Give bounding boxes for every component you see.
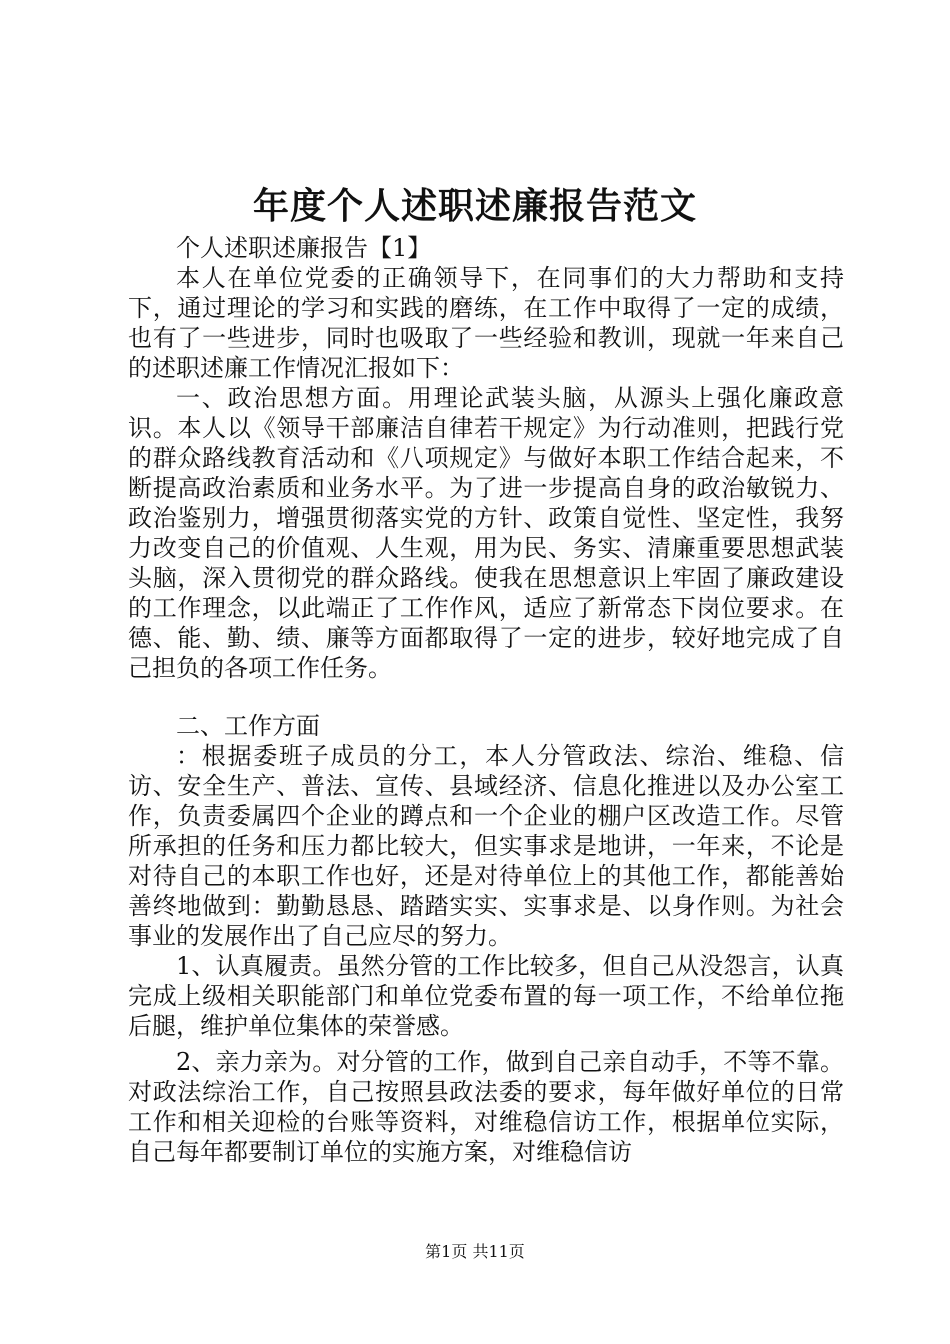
hands-on-paragraph: 2、亲力亲为。对分管的工作，做到自己亲自动手，不等不靠。对政法综治工作，自己按照县政法委的要求，每年做好单位的日常工作和相关迎检的台账等资料，对维稳信访工作，根据单位实际，自己每年都要制订单位的实施方案，对维稳信访 xyxy=(128,1048,844,1166)
paragraph-spacer xyxy=(128,683,844,711)
intro-paragraph: 本人在单位党委的正确领导下，在同事们的大力帮助和支持下，通过理论的学习和实践的磨练，在工作中取得了一定的成绩，也有了一些进步，同时也吸取了一些经验和教训，现就一年来自己的述职述廉工作情况汇报如下： xyxy=(128,264,844,382)
work-section-heading: 二、工作方面 xyxy=(176,712,320,740)
section-heading: 个人述职述廉报告【1】 xyxy=(176,234,432,262)
responsibility-paragraph: 1、认真履责。虽然分管的工作比较多，但自己从没怨言，认真完成上级相关职能部门和单位党委布置的每一项工作，不给单位拖后腿，维护单位集体的荣誉感。 xyxy=(128,952,844,1040)
document-title: 年度个人述职述廉报告范文 xyxy=(252,185,697,227)
political-thought-paragraph: 一、政治思想方面。用理论武装头脑，从源头上强化廉政意识。本人以《领导干部廉洁自律若干规定》为行动准则，把践行党的群众路线教育活动和《八项规定》与做好本职工作结合起来，不断提高政治素质和业务水平。为了进一步提高自身的政治敏锐力、政治鉴别力，增强贯彻落实党的方针、政策自觉性、坚定性，我努力改变自己的价值观、人生观，用为民、务实、清廉重要思想武装头脑，深入贯彻党的群众路线。使我在思想意识上牢固了廉政建设的工作理念，以此端正了工作作风，适应了新常态下岗位要求。在德、能、勤、绩、廉等方面都取得了一定的进步，较好地完成了自己担负的各项工作任务。 xyxy=(128,384,844,682)
document-body xyxy=(128,233,844,1167)
work-paragraph: ：根据委班子成员的分工，本人分管政法、综治、维稳、信访、安全生产、普法、宣传、县域经济、信息化推进以及办公室工作，负责委属四个企业的蹲点和一个企业的棚户区改造工作。尽管所承担的任务和压力都比较大，但实事求是地讲，一年来，不论是对待自己的本职工作也好，还是对待单位上的其他工作，都能善始善终地做到：勤勤恳恳、踏踏实实、实事求是、以身作则。为社会事业的发展作出了自己应尽的努力。 xyxy=(128,742,844,950)
page-number-footer: 第1页 共11页 xyxy=(425,1242,525,1261)
